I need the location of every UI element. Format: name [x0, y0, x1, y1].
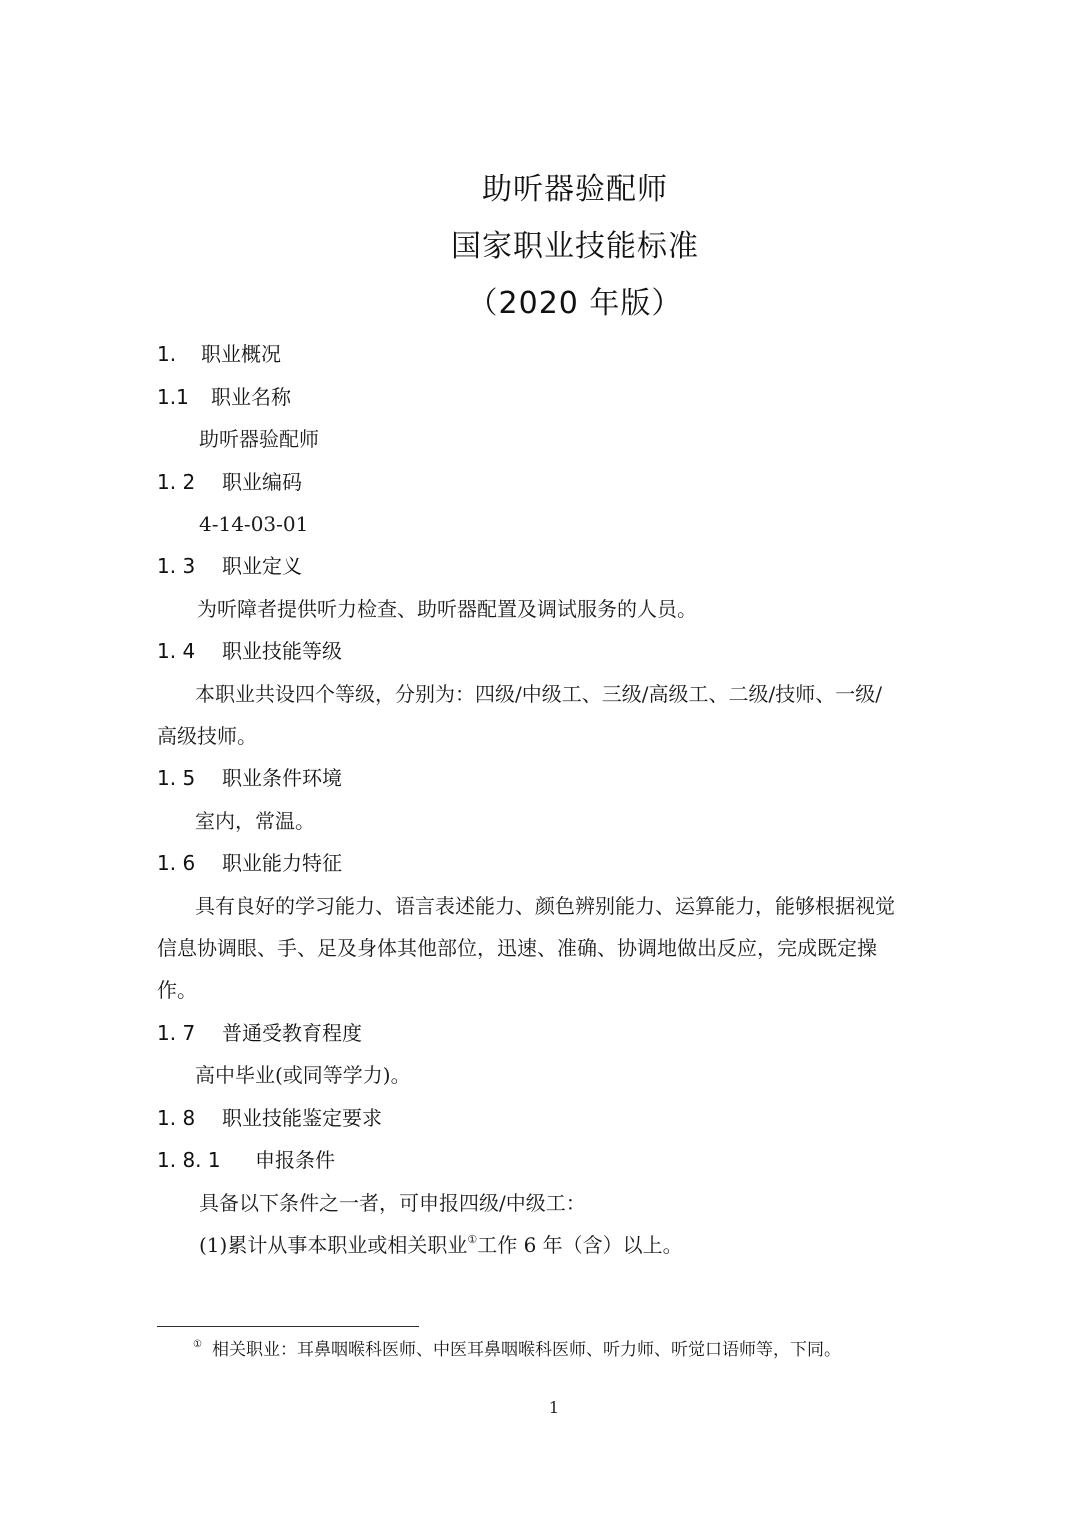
document-title-line-3: （2020 年版）	[467, 286, 683, 321]
section-body-1-6-line-1: 具有良好的学习能力、语言表述能力、颜色辨别能力、运算能力，能够根据视觉	[195, 894, 895, 918]
section-body-1-4-line-1: 本职业共设四个等级，分别为：四级/中级工、三级/高级工、二级/技师、一级/	[195, 682, 882, 706]
section-number: 1. 7	[157, 1021, 196, 1045]
section-heading-1-6	[157, 850, 342, 876]
footnote-reference-mark: ①	[467, 1233, 478, 1246]
section-label: 职业编码	[222, 470, 302, 494]
page-number: 1	[548, 1398, 560, 1417]
section-heading-1-8-1	[157, 1147, 335, 1173]
footnote-divider	[157, 1326, 419, 1327]
section-body-1-6-line-3: 作。	[157, 978, 197, 1002]
eligibility-item-text-continued: 工作 6 年（含）以上。	[477, 1233, 683, 1257]
document-title-line-1: 助听器验配师	[482, 172, 668, 207]
footnote	[193, 1338, 841, 1362]
eligibility-item-1	[199, 1232, 683, 1258]
section-number: 1. 6	[157, 851, 196, 875]
section-number: 1. 4	[157, 639, 196, 663]
section-body-1-5: 室内，常温。	[195, 809, 315, 833]
section-number: 1. 8	[157, 1106, 196, 1130]
section-label: 职业定义	[222, 554, 302, 578]
section-heading-1-2	[157, 469, 302, 495]
section-heading-1-4	[157, 638, 342, 664]
document-title-line-2: 国家职业技能标准	[451, 229, 699, 264]
eligibility-item-text: (1)累计从事本职业或相关职业	[199, 1233, 468, 1257]
section-label: 职业概况	[201, 342, 281, 366]
section-label: 职业技能等级	[222, 639, 342, 663]
section-label: 职业条件环境	[222, 766, 342, 790]
section-number: 1. 5	[157, 766, 196, 790]
section-label: 申报条件	[255, 1148, 335, 1172]
section-heading-1	[157, 341, 281, 367]
section-body-1-2: 4-14-03-01	[199, 512, 309, 536]
section-body-1-6-line-2: 信息协调眼、手、足及身体其他部位，迅速、准确、协调地做出反应，完成既定操	[157, 936, 877, 960]
section-number: 1. 2	[157, 470, 196, 494]
section-heading-1-1	[157, 384, 291, 410]
footnote-mark: ①	[193, 1339, 202, 1350]
section-body-1-1: 助听器验配师	[199, 427, 319, 451]
section-heading-1-8	[157, 1105, 382, 1131]
section-number: 1.	[157, 342, 177, 366]
section-number: 1.1	[157, 385, 189, 409]
section-label: 职业技能鉴定要求	[222, 1106, 382, 1130]
section-heading-1-3	[157, 553, 302, 579]
footnote-text: 相关职业：耳鼻咽喉科医师、中医耳鼻咽喉科医师、听力师、听觉口语师等，下同。	[211, 1340, 841, 1360]
section-label: 职业名称	[211, 385, 291, 409]
section-number: 1. 3	[157, 554, 196, 578]
section-body-1-7: 高中毕业(或同等学力)。	[195, 1063, 411, 1087]
section-label: 职业能力特征	[222, 851, 342, 875]
section-label: 普通受教育程度	[222, 1021, 362, 1045]
section-body-1-3: 为听障者提供听力检查、助听器配置及调试服务的人员。	[197, 597, 697, 621]
section-body-1-8-1: 具备以下条件之一者，可申报四级/中级工：	[199, 1191, 586, 1215]
section-body-1-4-line-2: 高级技师。	[157, 724, 257, 748]
section-heading-1-5	[157, 765, 342, 791]
section-heading-1-7	[157, 1020, 362, 1046]
section-number: 1. 8. 1	[157, 1148, 221, 1172]
